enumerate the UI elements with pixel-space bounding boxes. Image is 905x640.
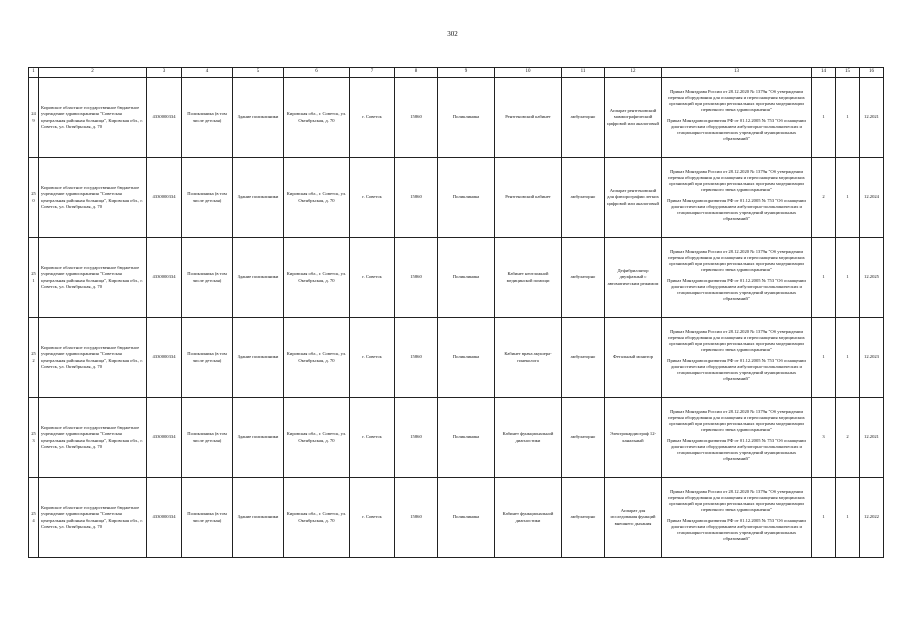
cabinet-cell: Рентгеновский кабинет (495, 158, 562, 238)
organization-cell: Кировское областное государственное бюджетное учреждение здравоохранения "Советская центральная районная больница", Кировская обл., г. Советск, ул. Октябрьская, д. 70 (39, 478, 147, 558)
header-cell: 13 (662, 68, 812, 78)
building-cell: Здание поликлиники (233, 478, 284, 558)
header-cell: 16 (860, 68, 884, 78)
equipment-cell: Аппарат рентгеновский для флюорографии легких цифровой или аналоговый (605, 158, 662, 238)
unit-cell: Поликлиника (438, 238, 495, 318)
building-cell: Здание поликлиники (233, 78, 284, 158)
address-cell: Кировская обл., г. Советск, ул. Октябрьская, д. 70 (284, 398, 350, 478)
code-cell: 15860 (395, 318, 438, 398)
basis-order-1379n: Приказ Минздрава России от 28.12.2020 № 1379н "Об утверждении перечня оборудования для оснащения и переоснащения медицинских организаций при реализации региональных программ модернизации первичного звена здравоохранения" (668, 488, 805, 513)
equipment-cell: Дефибриллятор двухфазный с автоматическим режимом (605, 238, 662, 318)
city-cell: г. Советск (350, 478, 395, 558)
basis-cell (662, 78, 812, 158)
date-cell: 12.2024 (860, 158, 884, 238)
category-cell: Поликлиника (в том числе детская) (182, 318, 233, 398)
building-cell: Здание поликлиники (233, 398, 284, 478)
header-cell: 11 (562, 68, 605, 78)
cabinet-cell: Кабинет функциональной диагностики (495, 398, 562, 478)
cabinet-cell: Кабинет врача акушера-гинеколога (495, 318, 562, 398)
row-number-cell: 250 (29, 158, 39, 238)
organization-cell: Кировское областное государственное бюджетное учреждение здравоохранения "Советская центральная районная больница", Кировская обл., г. Советск, ул. Октябрьская, д. 70 (39, 398, 147, 478)
header-cell: 3 (147, 68, 182, 78)
header-cell: 10 (495, 68, 562, 78)
header-cell: 4 (182, 68, 233, 78)
date-cell: 12.2023 (860, 318, 884, 398)
table-row (29, 78, 884, 158)
table-row (29, 158, 884, 238)
inn-cell: 4330000334 (147, 238, 182, 318)
care-type-cell: амбулаторно (562, 78, 605, 158)
organization-cell: Кировское областное государственное бюджетное учреждение здравоохранения "Советская центральная районная больница", Кировская обл., г. Советск, ул. Октябрьская, д. 70 (39, 318, 147, 398)
category-cell: Поликлиника (в том числе детская) (182, 78, 233, 158)
organization-cell: Кировское областное государственное бюджетное учреждение здравоохранения "Советская центральная районная больница", Кировская обл., г. Советск, ул. Октябрьская, д. 70 (39, 158, 147, 238)
date-cell: 12.2025 (860, 238, 884, 318)
care-type-cell: амбулаторно (562, 158, 605, 238)
code-cell: 15860 (395, 158, 438, 238)
code-cell: 15860 (395, 398, 438, 478)
category-cell: Поликлиника (в том числе детская) (182, 398, 233, 478)
care-type-cell: амбулаторно (562, 398, 605, 478)
date-cell: 12.2021 (860, 398, 884, 478)
city-cell: г. Советск (350, 78, 395, 158)
basis-order-1379n: Приказ Минздрава России от 28.12.2020 № 1379н "Об утверждении перечня оборудования для оснащения и переоснащения медицинских организаций при реализации региональных программ модернизации первичного звена здравоохранения" (668, 168, 805, 193)
header-cell: 6 (284, 68, 350, 78)
row-number-cell: 251 (29, 238, 39, 318)
inn-cell: 4330000334 (147, 78, 182, 158)
basis-cell (662, 478, 812, 558)
code-cell: 15860 (395, 238, 438, 318)
header-cell: 8 (395, 68, 438, 78)
category-cell: Поликлиника (в том числе детская) (182, 158, 233, 238)
basis-cell (662, 318, 812, 398)
city-cell: г. Советск (350, 318, 395, 398)
quantity-cell: 2 (812, 158, 836, 238)
quantity-cell: 1 (812, 478, 836, 558)
care-type-cell: амбулаторно (562, 238, 605, 318)
basis-order-1379n: Приказ Минздрава России от 28.12.2020 № 1379н "Об утверждении перечня оборудования для оснащения и переоснащения медицинских организаций при реализации региональных программ модернизации первичного звена здравоохранения" (668, 328, 805, 353)
quantity-cell: 1 (812, 238, 836, 318)
organization-cell: Кировское областное государственное бюджетное учреждение здравоохранения "Советская центральная районная больница", Кировская обл., г. Советск, ул. Октябрьская, д. 70 (39, 78, 147, 158)
city-cell: г. Советск (350, 398, 395, 478)
basis-order-1379n: Приказ Минздрава России от 28.12.2020 № 1379н "Об утверждении перечня оборудования для оснащения и переоснащения медицинских организаций при реализации региональных программ модернизации первичного звена здравоохранения" (668, 88, 805, 113)
cabinet-cell: Кабинет функциональной диагностики (495, 478, 562, 558)
header-cell: 9 (438, 68, 495, 78)
inn-cell: 4330000334 (147, 158, 182, 238)
quantity-cell: 1 (836, 238, 860, 318)
header-cell: 1 (29, 68, 39, 78)
basis-order-1379n: Приказ Минздрава России от 28.12.2020 № 1379н "Об утверждении перечня оборудования для оснащения и переоснащения медицинских организаций при реализации региональных программ модернизации первичного звена здравоохранения" (668, 248, 805, 273)
category-cell: Поликлиника (в том числе детская) (182, 478, 233, 558)
cabinet-cell: Кабинет неотложной медицинской помощи (495, 238, 562, 318)
page-number: 302 (447, 30, 458, 38)
table-row (29, 318, 884, 398)
table-row (29, 478, 884, 558)
unit-cell: Поликлиника (438, 478, 495, 558)
equipment-cell: Аппарат для исследования функций внешнего дыхания (605, 478, 662, 558)
unit-cell: Поликлиника (438, 398, 495, 478)
quantity-cell: 1 (836, 158, 860, 238)
address-cell: Кировская обл., г. Советск, ул. Октябрьская, д. 70 (284, 238, 350, 318)
header-cell: 15 (836, 68, 860, 78)
quantity-cell: 1 (836, 78, 860, 158)
equipment-cell: Фетальный монитор (605, 318, 662, 398)
equipment-table (28, 67, 884, 558)
unit-cell: Поликлиника (438, 318, 495, 398)
basis-order-753: Приказ Минздравсоцразвития РФ от 01.12.2005 № 753 "Об оснащении диагностическим оборудованием амбулаторно-поликлинических и стационарно-поликлинических учреждений муниципальных образований" (667, 197, 806, 222)
quantity-cell: 1 (812, 78, 836, 158)
row-number-cell: 249 (29, 78, 39, 158)
basis-cell (662, 238, 812, 318)
basis-order-753: Приказ Минздравсоцразвития РФ от 01.12.2005 № 753 "Об оснащении диагностическим оборудованием амбулаторно-поликлинических и стационарно-поликлинических учреждений муниципальных образований" (667, 117, 806, 142)
inn-cell: 4330000334 (147, 478, 182, 558)
basis-order-753: Приказ Минздравсоцразвития РФ от 01.12.2005 № 753 "Об оснащении диагностическим оборудованием амбулаторно-поликлинических и стационарно-поликлинических учреждений муниципальных образований" (667, 277, 806, 302)
row-number-cell: 253 (29, 398, 39, 478)
building-cell: Здание поликлиники (233, 158, 284, 238)
care-type-cell: амбулаторно (562, 318, 605, 398)
header-cell: 14 (812, 68, 836, 78)
header-cell: 7 (350, 68, 395, 78)
date-cell: 12.2022 (860, 478, 884, 558)
organization-cell: Кировское областное государственное бюджетное учреждение здравоохранения "Советская центральная районная больница", Кировская обл., г. Советск, ул. Октябрьская, д. 70 (39, 238, 147, 318)
code-cell: 15860 (395, 478, 438, 558)
quantity-cell: 2 (836, 398, 860, 478)
unit-cell: Поликлиника (438, 78, 495, 158)
header-cell: 2 (39, 68, 147, 78)
header-cell: 12 (605, 68, 662, 78)
city-cell: г. Советск (350, 158, 395, 238)
basis-order-753: Приказ Минздравсоцразвития РФ от 01.12.2005 № 753 "Об оснащении диагностическим оборудованием амбулаторно-поликлинических и стационарно-поликлинических учреждений муниципальных образований" (667, 437, 806, 462)
table-row (29, 398, 884, 478)
basis-order-753: Приказ Минздравсоцразвития РФ от 01.12.2005 № 753 "Об оснащении диагностическим оборудованием амбулаторно-поликлинических и стационарно-поликлинических учреждений муниципальных образований" (667, 517, 806, 542)
row-number-cell: 254 (29, 478, 39, 558)
equipment-cell: Электрокардиограф 12-канальный (605, 398, 662, 478)
basis-order-1379n: Приказ Минздрава России от 28.12.2020 № 1379н "Об утверждении перечня оборудования для оснащения и переоснащения медицинских организаций при реализации региональных программ модернизации первичного звена здравоохранения" (668, 408, 805, 433)
basis-cell (662, 398, 812, 478)
quantity-cell: 3 (812, 398, 836, 478)
unit-cell: Поликлиника (438, 158, 495, 238)
building-cell: Здание поликлиники (233, 318, 284, 398)
address-cell: Кировская обл., г. Советск, ул. Октябрьская, д. 70 (284, 318, 350, 398)
address-cell: Кировская обл., г. Советск, ул. Октябрьская, д. 70 (284, 78, 350, 158)
basis-cell (662, 158, 812, 238)
basis-order-753: Приказ Минздравсоцразвития РФ от 01.12.2005 № 753 "Об оснащении диагностическим оборудованием амбулаторно-поликлинических и стационарно-поликлинических учреждений муниципальных образований" (667, 357, 806, 382)
code-cell: 15860 (395, 78, 438, 158)
quantity-cell: 1 (812, 318, 836, 398)
address-cell: Кировская обл., г. Советск, ул. Октябрьская, д. 70 (284, 478, 350, 558)
table-row (29, 238, 884, 318)
date-cell: 12.2021 (860, 78, 884, 158)
table-header-row (29, 68, 884, 78)
category-cell: Поликлиника (в том числе детская) (182, 238, 233, 318)
city-cell: г. Советск (350, 238, 395, 318)
cabinet-cell: Рентгеновский кабинет (495, 78, 562, 158)
equipment-cell: Аппарат рентгеновский маммографический цифровой или аналоговый (605, 78, 662, 158)
inn-cell: 4330000334 (147, 318, 182, 398)
header-cell: 5 (233, 68, 284, 78)
address-cell: Кировская обл., г. Советск, ул. Октябрьская, д. 70 (284, 158, 350, 238)
care-type-cell: амбулаторно (562, 478, 605, 558)
quantity-cell: 1 (836, 318, 860, 398)
building-cell: Здание поликлиники (233, 238, 284, 318)
quantity-cell: 1 (836, 478, 860, 558)
row-number-cell: 252 (29, 318, 39, 398)
inn-cell: 4330000334 (147, 398, 182, 478)
